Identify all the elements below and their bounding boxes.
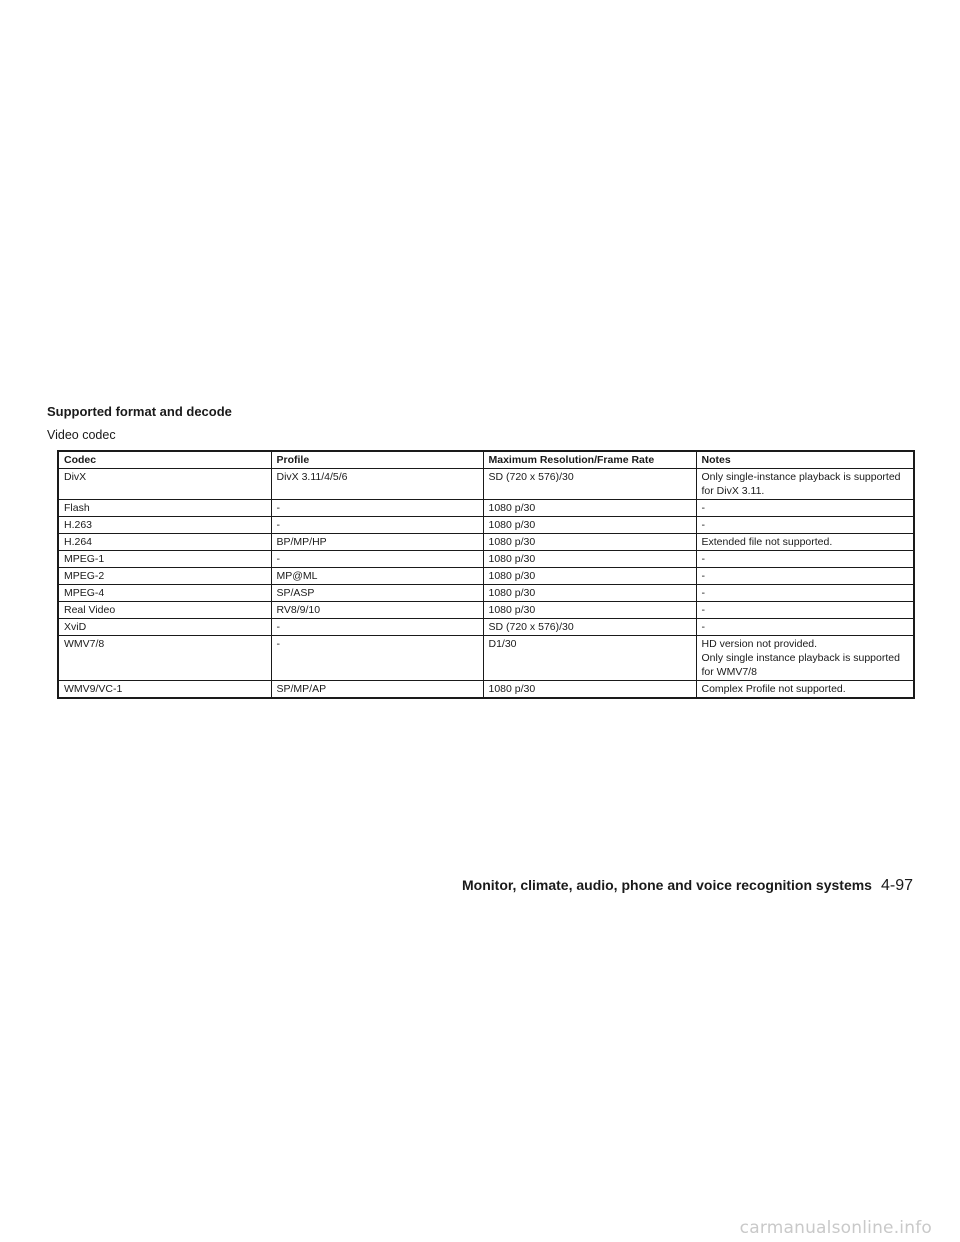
cell-profile: - — [271, 551, 483, 568]
cell-notes: - — [696, 602, 914, 619]
chapter-title: Monitor, climate, audio, phone and voice recognition systems — [462, 877, 872, 893]
cell-resolution: 1080 p/30 — [483, 517, 696, 534]
cell-profile: SP/ASP — [271, 585, 483, 602]
cell-profile: RV8/9/10 — [271, 602, 483, 619]
subsection-title: Video codec — [47, 428, 116, 442]
cell-resolution: D1/30 — [483, 636, 696, 681]
cell-resolution: 1080 p/30 — [483, 568, 696, 585]
cell-codec: H.264 — [58, 534, 271, 551]
cell-profile: - — [271, 619, 483, 636]
cell-notes: - — [696, 500, 914, 517]
cell-notes: - — [696, 585, 914, 602]
cell-codec: WMV9/VC-1 — [58, 681, 271, 699]
cell-codec: Real Video — [58, 602, 271, 619]
cell-resolution: 1080 p/30 — [483, 681, 696, 699]
table-row — [58, 534, 914, 551]
cell-resolution: 1080 p/30 — [483, 500, 696, 517]
cell-codec: MPEG-2 — [58, 568, 271, 585]
table-row — [58, 636, 914, 681]
header-profile: Profile — [271, 451, 483, 469]
cell-profile: - — [271, 636, 483, 681]
cell-notes: Extended file not supported. — [696, 534, 914, 551]
table-row — [58, 500, 914, 517]
header-codec: Codec — [58, 451, 271, 469]
cell-codec: H.263 — [58, 517, 271, 534]
table-row — [58, 602, 914, 619]
cell-profile: DivX 3.11/4/5/6 — [271, 469, 483, 500]
cell-profile: - — [271, 500, 483, 517]
cell-resolution: 1080 p/30 — [483, 551, 696, 568]
table-row — [58, 585, 914, 602]
header-notes: Notes — [696, 451, 914, 469]
page-number: 4-97 — [880, 877, 913, 894]
table-row — [58, 681, 914, 699]
cell-notes: - — [696, 568, 914, 585]
cell-profile: SP/MP/AP — [271, 681, 483, 699]
cell-resolution: SD (720 x 576)/30 — [483, 469, 696, 500]
cell-codec: DivX — [58, 469, 271, 500]
cell-resolution: 1080 p/30 — [483, 602, 696, 619]
header-max-resolution: Maximum Resolution/Frame Rate — [483, 451, 696, 469]
cell-profile: MP@ML — [271, 568, 483, 585]
watermark: carmanualsonline.info — [739, 1218, 932, 1238]
video-codec-table — [57, 450, 915, 699]
cell-notes: - — [696, 551, 914, 568]
cell-profile: BP/MP/HP — [271, 534, 483, 551]
cell-codec: WMV7/8 — [58, 636, 271, 681]
page-footer — [462, 877, 913, 895]
table-row — [58, 551, 914, 568]
cell-notes: - — [696, 619, 914, 636]
cell-resolution: 1080 p/30 — [483, 534, 696, 551]
cell-codec: Flash — [58, 500, 271, 517]
table-row — [58, 517, 914, 534]
table-row — [58, 469, 914, 500]
cell-codec: MPEG-1 — [58, 551, 271, 568]
cell-resolution: 1080 p/30 — [483, 585, 696, 602]
cell-codec: XviD — [58, 619, 271, 636]
section-title: Supported format and decode — [47, 404, 232, 419]
cell-notes: - — [696, 517, 914, 534]
cell-resolution: SD (720 x 576)/30 — [483, 619, 696, 636]
cell-notes: Only single-instance playback is supported for DivX 3.11. — [696, 469, 914, 500]
cell-notes: Complex Profile not supported. — [696, 681, 914, 699]
table-row — [58, 619, 914, 636]
cell-codec: MPEG-4 — [58, 585, 271, 602]
cell-profile: - — [271, 517, 483, 534]
table-header-row — [58, 451, 914, 469]
cell-notes: HD version not provided. Only single instance playback is supported for WMV7/8 — [696, 636, 914, 681]
table-row — [58, 568, 914, 585]
